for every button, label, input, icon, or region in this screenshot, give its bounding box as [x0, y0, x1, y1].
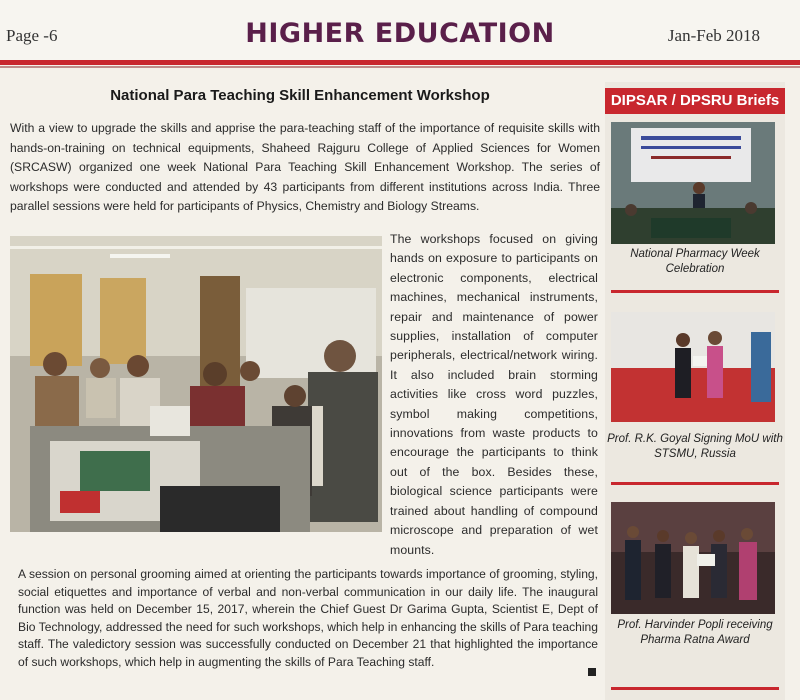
- briefs-sidebar: [605, 82, 785, 700]
- article-closing: A session on personal grooming aimed at orienting the participants towards importance of grooming, styling, social etiquettes and importance of verbal and non-verbal communication in our daily life. The inaugural function was held on December 15, 2017, wherein the Chief Guest Dr Garima Gupta, Scientist E, Dept of Bio Technology, addressed the need for such workshops, which help in enhancing the skills of Para teaching staff. The valedictory session was successfully conducted on December 21 that highlighted the importance of such workshops, which help in augmenting the skills of Para Teaching staff.: [18, 567, 598, 669]
- header-rule: [0, 60, 800, 65]
- sidebar-photo-mou-signing: [611, 312, 775, 422]
- sidebar-photo-pharmacy-week: [611, 122, 775, 244]
- article-intro: With a view to upgrade the skills and apprise the para-teaching staff of the importance of requisite skills with hands-on-training on technical equipments, Shaheed Rajguru College of Applied Sciences for Women (SRCASW) organized one week National Para Teaching Skill Enhancement Workshop. The series of workshops were conducted and attended by 43 participants from different institutions across India. Three parallel sessions were held for participants of Physics, Chemistry and Biology Streams.: [10, 121, 600, 214]
- sidebar-photo-award: [611, 502, 775, 614]
- end-mark: [588, 668, 596, 676]
- sidebar-heading: DIPSAR / DPSRU Briefs: [605, 88, 785, 114]
- sidebar-caption-1: National Pharmacy Week Celebration: [630, 248, 760, 275]
- sidebar-divider: [611, 482, 779, 485]
- sidebar-caption-2: Prof. R.K. Goyal Signing MoU with STSMU, Russia: [607, 433, 783, 460]
- sidebar-caption-3: Prof. Harvinder Popli receiving Pharma Ratna Award: [617, 619, 773, 646]
- page-header: [0, 0, 800, 62]
- article-title: National Para Teaching Skill Enhancement Workshop: [110, 87, 490, 104]
- sidebar-divider: [611, 687, 779, 690]
- article-body: The workshops focused on giving hands on exposure to participants on electronic components, electrical machines, mechanical instruments, repair and maintenance of power supplies, installation of computer peripherals, electrical/network wiring. It also included brain storming activities like cross word puzzles, symbol making competitions, innovations from waste products to encourage the participants to think out of the box. Besides these, biological science participants were trained about handling of compound microscope and preparation of wet mounts.: [390, 232, 598, 557]
- header-rule-shadow: [0, 66, 800, 68]
- issue-date: Jan-Feb 2018: [667, 26, 760, 45]
- workshop-photo: [10, 236, 382, 532]
- sidebar-divider: [611, 290, 779, 293]
- publication-title: HIGHER EDUCATION: [245, 18, 555, 49]
- page-number: Page -6: [6, 26, 58, 45]
